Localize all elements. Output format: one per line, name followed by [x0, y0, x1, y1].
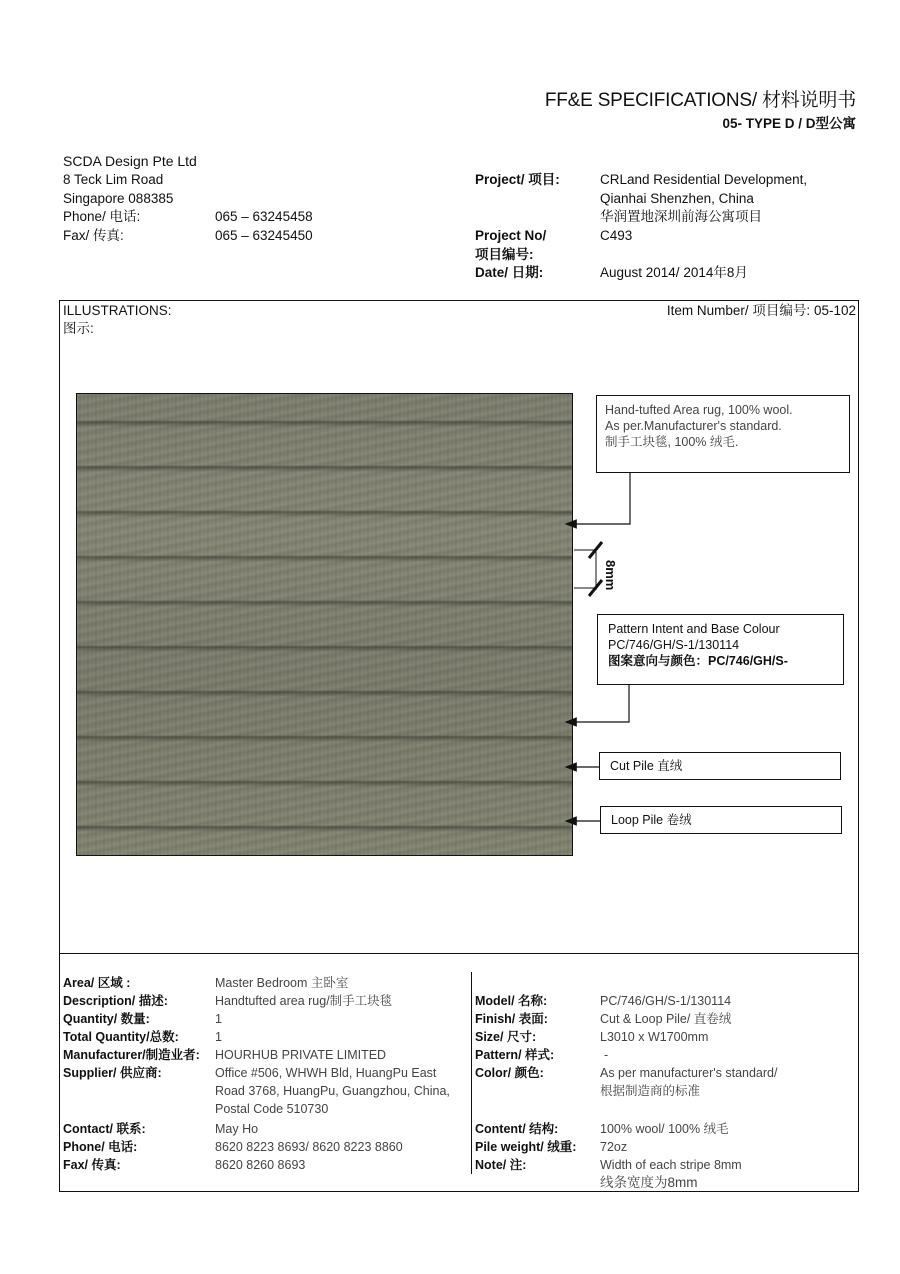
- document-subtitle: 05- TYPE D / D型公寓: [722, 116, 856, 131]
- company-address-line1: 8 Teck Lim Road: [63, 172, 164, 187]
- spec-fax-label: Fax/ 传真:: [63, 1158, 121, 1172]
- loop-pile-label: Loop Pile 卷绒: [611, 813, 692, 827]
- spec-note-line1: Width of each stripe 8mm: [600, 1158, 742, 1172]
- illustrations-label-cn: 图示:: [63, 321, 94, 336]
- company-phone-value: 065 – 63245458: [215, 209, 313, 224]
- spec-phone-label: Phone/ 电话:: [63, 1140, 138, 1154]
- spec-total-quantity-value: 1: [215, 1030, 222, 1044]
- spec-area-label: Area/ 区域 :: [63, 976, 131, 990]
- spec-content-value: 100% wool/ 100% 绒毛: [600, 1122, 729, 1136]
- spec-note-label: Note/ 注:: [475, 1158, 527, 1172]
- pattern-callout-line1: Pattern Intent and Base Colour: [608, 622, 780, 636]
- pattern-callout: [597, 614, 844, 685]
- spec-content-label: Content/ 结构:: [475, 1122, 559, 1136]
- spec-area-value: Master Bedroom 主卧室: [215, 976, 349, 990]
- company-phone-label: Phone/ 电话:: [63, 209, 141, 224]
- spec-description-label: Description/ 描述:: [63, 994, 168, 1008]
- project-line-2: Qianhai Shenzhen, China: [600, 191, 754, 206]
- spec-color-line1: As per manufacturer's standard/: [600, 1066, 778, 1080]
- loop-pile-callout: [600, 806, 842, 834]
- spec-total-quantity-label: Total Quantity/总数:: [63, 1030, 179, 1044]
- project-line-1: CRLand Residential Development,: [600, 172, 808, 187]
- project-number-label: Project No/: [475, 228, 547, 243]
- spec-contact-value: May Ho: [215, 1122, 259, 1136]
- project-number-value: C493: [600, 228, 633, 243]
- spec-phone-value: 8620 8223 8693/ 8620 8223 8860: [215, 1140, 403, 1154]
- company-name: SCDA Design Pte Ltd: [63, 153, 197, 169]
- document-title: FF&E SPECIFICATIONS/ 材料说明书: [544, 90, 856, 111]
- spec-manufacturer-label: Manufacturer/制造业者:: [63, 1048, 200, 1062]
- spec-finish-label: Finish/ 表面:: [475, 1012, 548, 1026]
- project-date-value: August 2014/ 2014年8月: [600, 265, 748, 280]
- spec-finish-value: Cut & Loop Pile/ 直卷绒: [600, 1012, 732, 1026]
- cut-pile-callout: [599, 752, 841, 780]
- project-line-3: 华润置地深圳前海公寓项目: [600, 209, 762, 224]
- material-callout-line2: As per.Manufacturer's standard.: [605, 419, 782, 433]
- specifications-divider: [471, 972, 472, 1174]
- item-number: [667, 302, 856, 320]
- spec-model-label: Model/ 名称:: [475, 994, 548, 1008]
- spec-size-label: Size/ 尺寸:: [475, 1030, 537, 1044]
- spec-fax-value: 8620 8260 8693: [215, 1158, 306, 1172]
- spec-supplier-line2: Road 3768, HuangPu, Guangzhou, China,: [215, 1084, 450, 1098]
- pattern-callout-line3: 图案意向与颜色：PC/746/GH/S-: [608, 654, 788, 668]
- rug-sample-image: [76, 393, 573, 856]
- spec-manufacturer-value: HOURHUB PRIVATE LIMITED: [215, 1048, 387, 1062]
- spec-size-value: L3010 x W1700mm: [600, 1030, 709, 1044]
- item-number-value: 05-102: [813, 303, 856, 318]
- spec-pattern-label: Pattern/ 样式:: [475, 1048, 555, 1062]
- material-callout: [596, 395, 850, 473]
- spec-pattern-value: -: [604, 1048, 609, 1062]
- item-number-label: Item Number/ 项目编号:: [666, 303, 811, 318]
- spec-contact-label: Contact/ 联系:: [63, 1122, 146, 1136]
- spec-quantity-value: 1: [215, 1012, 222, 1026]
- company-fax-label: Fax/ 传真:: [63, 228, 124, 243]
- spec-supplier-line3: Postal Code 510730: [215, 1102, 329, 1116]
- spec-note-line2: 线条宽度为8mm: [600, 1175, 698, 1190]
- company-fax-value: 065 – 63245450: [215, 228, 313, 243]
- dimension-label: 8mm: [603, 560, 618, 591]
- project-date-label: Date/ 日期:: [475, 265, 544, 280]
- material-callout-line1: Hand-tufted Area rug, 100% wool.: [605, 403, 793, 417]
- spec-color-label: Color/ 颜色:: [475, 1066, 544, 1080]
- company-address-line2: Singapore 088385: [63, 191, 174, 206]
- project-label: Project/ 项目:: [475, 172, 560, 187]
- spec-supplier-line1: Office #506, WHWH Bld, HuangPu East: [215, 1066, 437, 1080]
- pattern-callout-line2: PC/746/GH/S-1/130114: [608, 638, 740, 652]
- project-number-label-cn: 项目编号:: [475, 247, 534, 262]
- spec-pile-weight-value: 72oz: [600, 1140, 628, 1154]
- material-callout-line3: 制手工块毯, 100% 绒毛.: [605, 435, 739, 449]
- illustrations-label: ILLUSTRATIONS:: [63, 303, 172, 318]
- spec-model-value: PC/746/GH/S-1/130114: [600, 994, 732, 1008]
- spec-supplier-label: Supplier/ 供应商:: [63, 1066, 162, 1080]
- spec-description-value: Handtufted area rug/制手工块毯: [215, 994, 393, 1008]
- cut-pile-label: Cut Pile 直绒: [610, 759, 683, 773]
- spec-quantity-label: Quantity/ 数量:: [63, 1012, 150, 1026]
- spec-color-line2: 根据制造商的标准: [600, 1084, 701, 1098]
- spec-pile-weight-label: Pile weight/ 绒重:: [475, 1140, 577, 1154]
